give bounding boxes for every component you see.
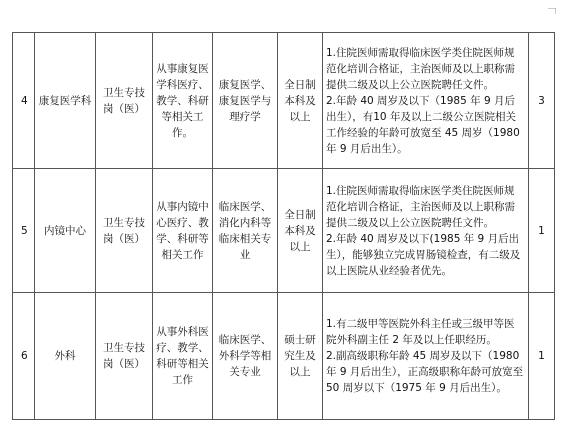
table-row [13,293,555,420]
education-cell: 全日制本科及以上 [278,169,323,293]
duty-cell: 从事外科医疗、教学、科研等相关工作 [153,293,213,420]
requirements-cell [323,33,529,169]
requirement-line: 1.有二级甲等医院外科主任或三级甲等医院外科副主任 2 年及以上任职经历。 [326,318,515,346]
post-cell: 卫生专技岗（医） [96,293,153,420]
row-index: 5 [13,169,35,293]
recruitment-table [12,32,555,420]
duty-cell: 从事内镜中心医疗、教学、科研等相关工作 [153,169,213,293]
requirements-cell [323,169,529,293]
post-cell: 卫生专技岗（医） [96,169,153,293]
table-row [13,33,555,169]
count-cell: 3 [529,33,555,169]
education-cell: 硕士研究生及以上 [278,293,323,420]
recruitment-table-frame [12,32,554,418]
requirement-line: 2.年龄 40 周岁及以下(1985 年 9 月后出生），能够独立完成胃肠镜检查，有二级及以上医院从业经验者优先。 [326,232,521,277]
department-cell: 外科 [35,293,96,420]
major-cell: 康复医学、康复医学与理疗学 [213,33,278,169]
department-cell: 康复医学科 [35,33,96,169]
requirement-line: 2.年龄 40 周岁及以下（1985 年 9 月后出生），有10 年及以上二级公立医院相关工作经验的年龄可放宽至 45 周岁（1980 年 9 月后出生）。 [326,94,520,155]
post-cell: 卫生专技岗（医） [96,33,153,169]
duty-cell: 从事康复医学科医疗、教学、科研等相关工作。 [153,33,213,169]
table-row [13,169,555,293]
requirement-line: 1.住院医师需取得临床医学类住院医师规范化培训合格证，主治医师及以上职称需提供二级及以上公立医院聘任文件。 [326,46,515,91]
requirement-line: 2.副高级职称年龄 45 周岁及以下（1980 年 9 月后出生），正高级职称年龄可放宽至 50 周岁以下（1975 年 9 月后出生）。 [326,350,524,394]
row-index: 4 [13,33,35,169]
requirement-line: 1.住院医师需取得临床医学类住院医师规范化培训合格证，主治医师及以上职称需提供二级及以上公立医院聘任文件。 [326,184,515,229]
major-cell: 临床医学、外科学等相关专业 [213,293,278,420]
major-cell: 临床医学、消化内科等临床相关专业 [213,169,278,293]
row-index: 6 [13,293,35,420]
count-cell: 1 [529,169,555,293]
corner-marker-icon [548,8,556,14]
education-cell: 全日制本科及以上 [278,33,323,169]
count-cell: 1 [529,293,555,420]
department-cell: 内镜中心 [35,169,96,293]
requirements-cell [323,293,529,420]
